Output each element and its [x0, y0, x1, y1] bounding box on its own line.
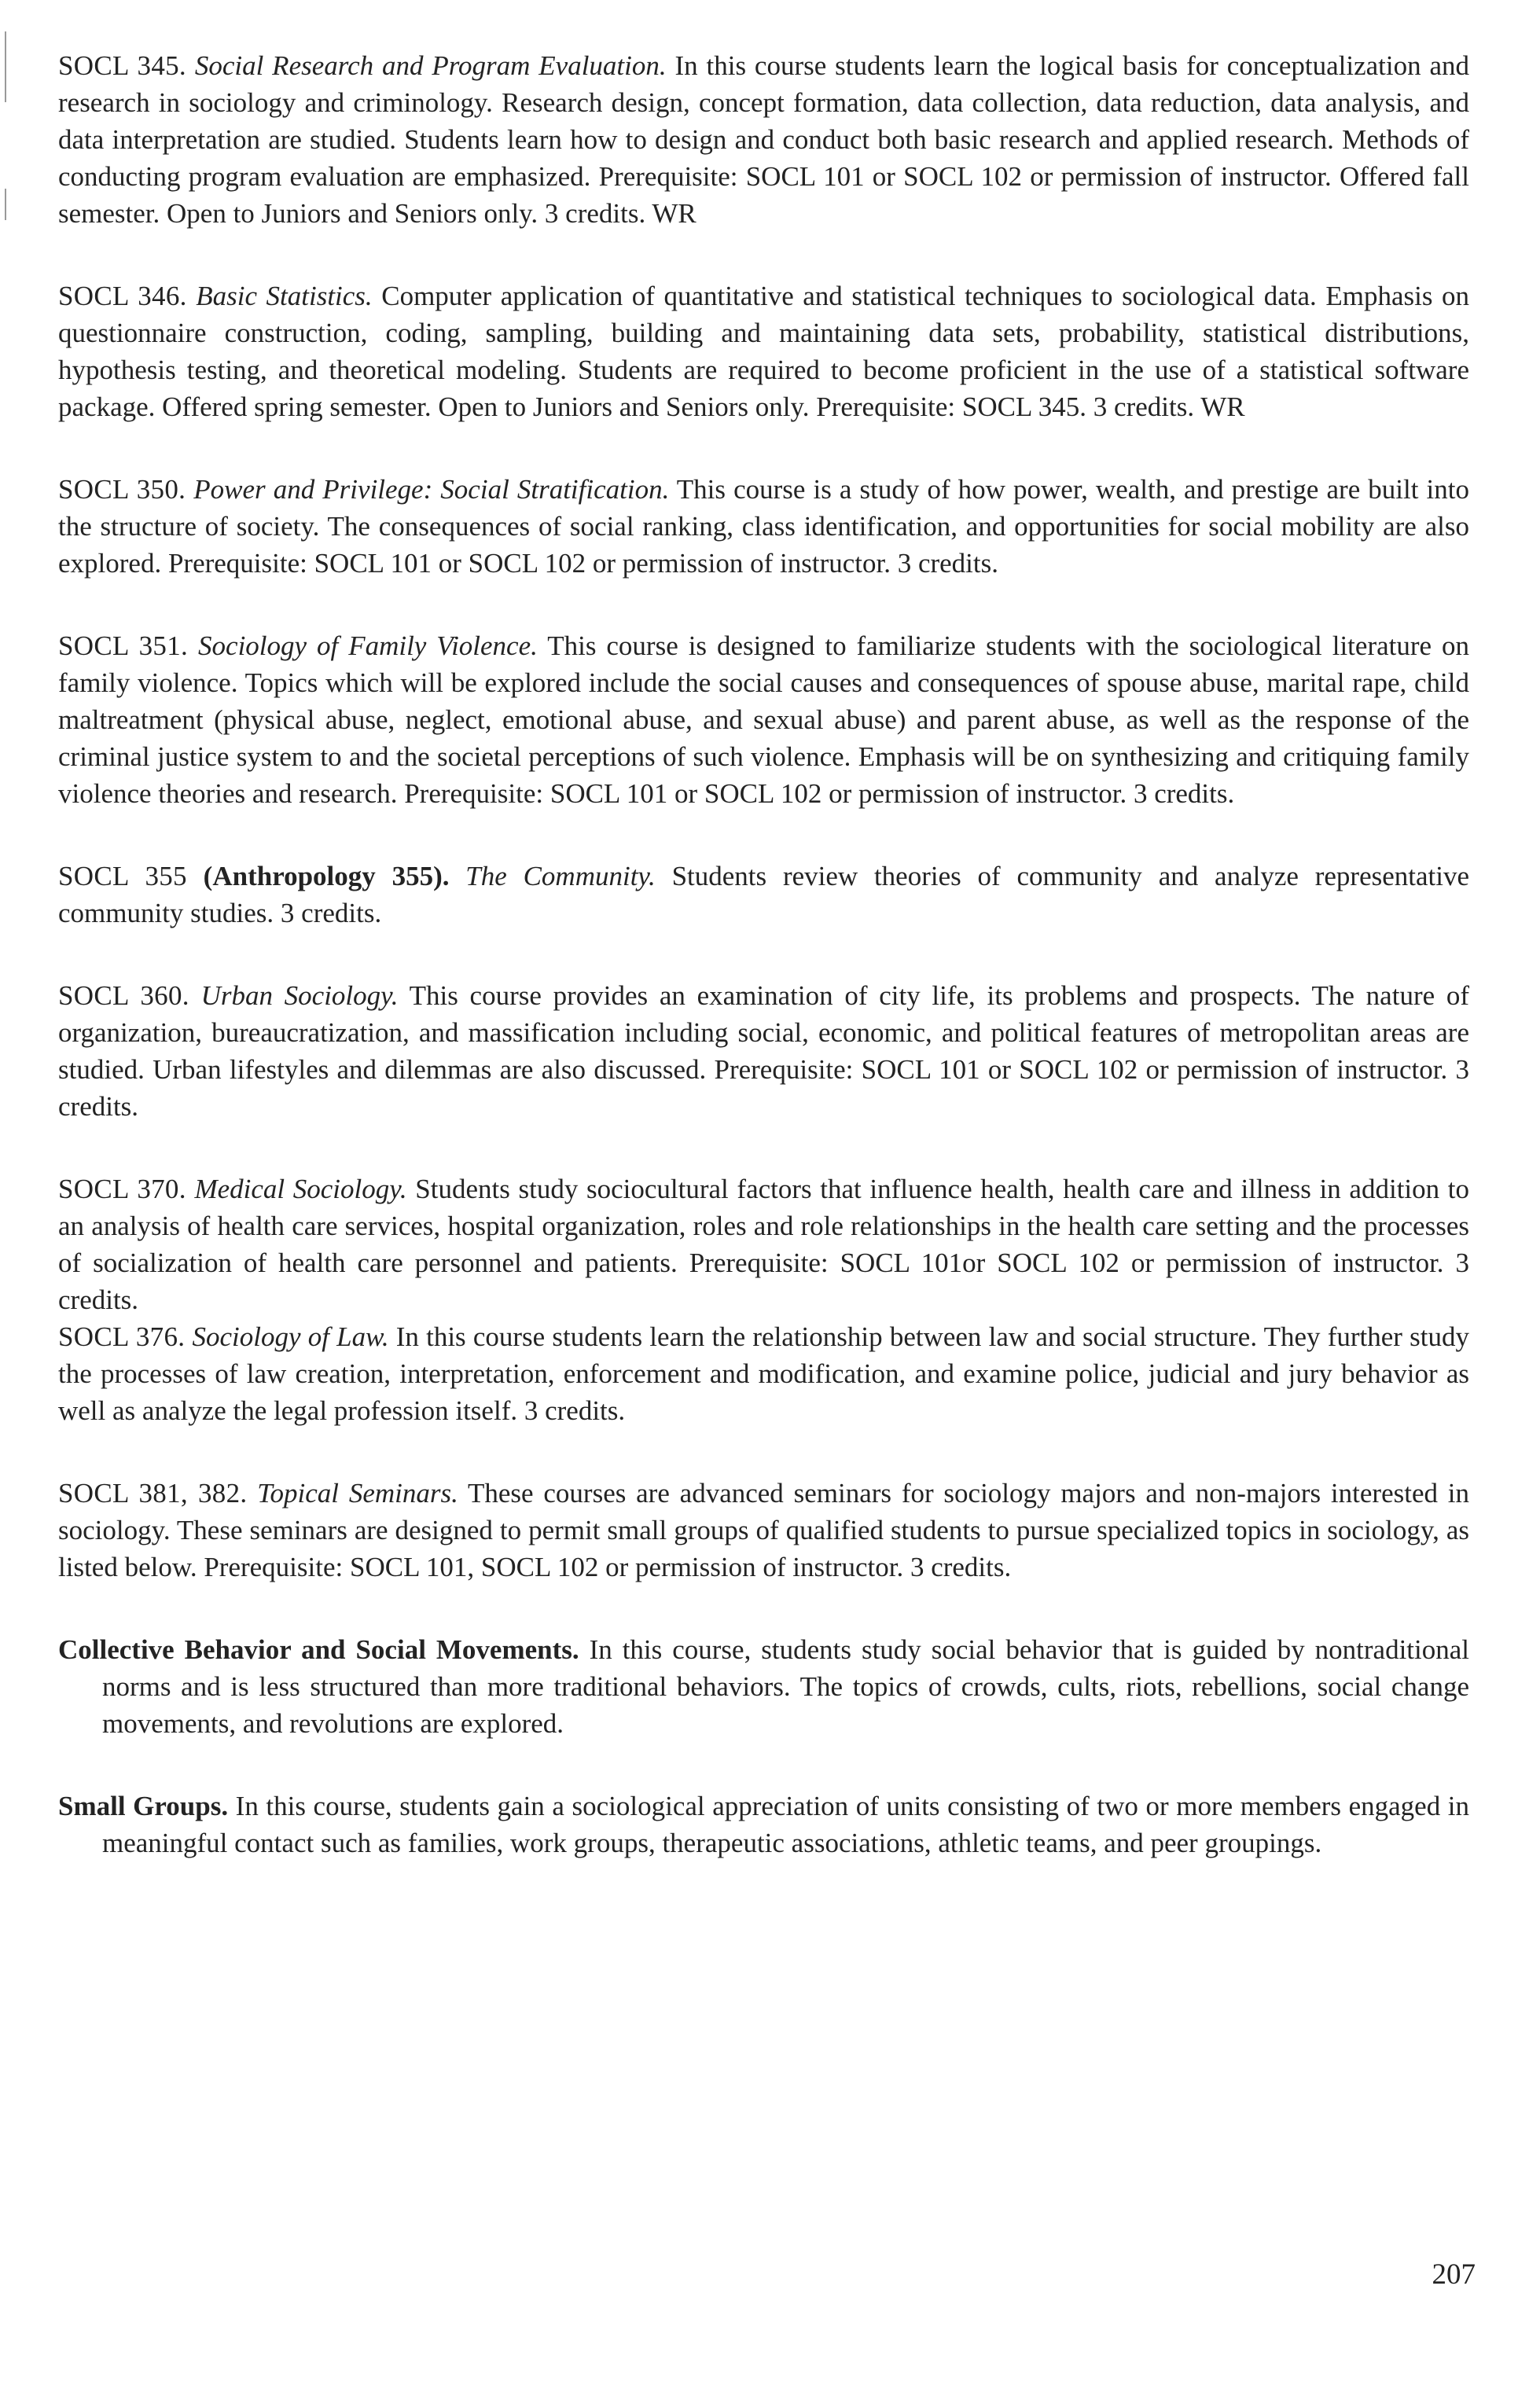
course-description: This course provides an examination of city life, its problems and prospects. The nature of organization, bureaucratization, and massification including social, economic, and political features of metropolitan areas are studied. Urban lifestyles and dilemmas are also discussed. Prerequisite: SOCL 101 or SOCL 102 or permission of instructor. 3 credits. — [58, 980, 1470, 1122]
scan-edge-mark — [5, 189, 6, 220]
topic-heading: Small Groups. — [58, 1791, 229, 1821]
course-title: Sociology of Family Violence. — [198, 630, 538, 661]
course-entry-socl-346 — [58, 277, 1469, 425]
course-entry-socl-355 — [58, 858, 1469, 932]
course-code: SOCL 355 — [58, 861, 187, 891]
course-entry-socl-350 — [58, 471, 1469, 582]
course-code: SOCL 381, 382. — [58, 1478, 248, 1509]
course-code: SOCL 345. — [58, 50, 186, 81]
course-description: In this course students learn the logical basis for conceptualization and research in sociology and criminology. Research design, concept formation, data collection, data reduction, data analysis, and data interpretation are studied. Students learn how to design and conduct both basic research and applied research. Methods of conducting program evaluation are emphasized. Prerequisite: SOCL 101 or SOCL 102 or permission of instructor. Offered fall semester. Open to Juniors and Seniors only. 3 credits. WR — [58, 50, 1469, 229]
course-description: Students review theories of community and analyze representative community studies. 3 credits. — [58, 861, 1469, 928]
course-code: SOCL 346. — [58, 281, 187, 311]
course-entry-socl-381-382 — [58, 1475, 1469, 1586]
course-code: SOCL 350. — [58, 474, 186, 505]
catalog-page — [58, 47, 1469, 1907]
course-entry-socl-351 — [58, 627, 1469, 812]
course-title: Topical Seminars. — [257, 1478, 458, 1509]
course-entry-socl-376 — [58, 1318, 1469, 1429]
page-number: 207 — [1432, 2258, 1476, 2291]
course-code: SOCL 376. — [58, 1321, 186, 1352]
course-description: These courses are advanced seminars for sociology majors and non-majors interested in sociology. These seminars are designed to permit small groups of qualified students to pursue specialized topics in sociology, as listed below. Prerequisite: SOCL 101, SOCL 102 or permission of instructor. 3 credits. — [58, 1478, 1470, 1582]
course-title: Medical Sociology. — [194, 1174, 407, 1204]
course-entry-socl-360 — [58, 977, 1469, 1125]
course-title: Power and Privilege: Social Stratification. — [193, 474, 670, 505]
course-description: This course is a study of how power, wealth, and prestige are built into the structure of society. The consequences of social ranking, class identification, and opportunities for social mobility are also explored. Prerequisite: SOCL 101 or SOCL 102 or permission of instructor. 3 credits. — [58, 474, 1469, 579]
course-code: SOCL 351. — [58, 630, 189, 661]
course-description: In this course students learn the relationship between law and social structure. They further study the processes of law creation, interpretation, enforcement and modification, and examine police, judicial and jury behavior as well as analyze the legal profession itself. 3 credits. — [58, 1321, 1469, 1426]
course-cross-listing: (Anthropology 355). — [203, 861, 450, 891]
course-description: Computer application of quantitative and statistical techniques to sociological data. Emphasis on questionnaire construction, coding, sampling, building and maintaining data sets, probability, statistical distributions, hypothesis testing, and theoretical modeling. Students are required to become proficient in the use of a statistical software package. Offered spring semester. Open to Juniors and Seniors only. Prerequisite: SOCL 345. 3 credits. WR — [58, 281, 1469, 422]
course-title: Social Research and Program Evaluation. — [194, 50, 667, 81]
course-entry-socl-370 — [58, 1170, 1469, 1318]
course-code: SOCL 370. — [58, 1174, 186, 1204]
scan-edge-mark — [5, 31, 6, 102]
course-description: Students study sociocultural factors that influence health, health care and illness in addition to an analysis of health care services, hospital organization, roles and role relationships in the health care setting and the processes of socialization of health care personnel and patients. Prerequisite: SOCL 101or SOCL 102 or permission of instructor. 3 credits. — [58, 1174, 1470, 1315]
course-title: Basic Statistics. — [196, 281, 373, 311]
course-title: Sociology of Law. — [192, 1321, 389, 1352]
course-code: SOCL 360. — [58, 980, 189, 1011]
topic-description: In this course, students study social behavior that is guided by nontraditional norms and is less structured than more traditional behaviors. The topics of crowds, cults, riots, rebellions, social change movements, and revolutions are explored. — [102, 1634, 1469, 1739]
topic-description: In this course, students gain a sociological appreciation of units consisting of two or more members engaged in meaningful contact such as families, work groups, therapeutic associations, athletic teams, and peer groupings. — [102, 1791, 1469, 1858]
course-title: The Community. — [465, 861, 656, 891]
seminar-topic-small-groups — [58, 1788, 1469, 1861]
topic-heading: Collective Behavior and Social Movements. — [58, 1634, 579, 1665]
course-description: This course is designed to familiarize students with the sociological literature on family violence. Topics which will be explored include the social causes and consequences of spouse abuse, marital rape, child maltreatment (physical abuse, neglect, emotional abuse, and sexual abuse) and parent abuse, as well as the response of the criminal justice system to and the societal perceptions of such violence. Emphasis will be on synthesizing and critiquing family violence theories and research. Prerequisite: SOCL 101 or SOCL 102 or permission of instructor. 3 credits. — [58, 630, 1470, 809]
course-title: Urban Sociology. — [200, 980, 399, 1011]
course-entry-socl-345 — [58, 47, 1469, 232]
seminar-topic-collective-behavior — [58, 1631, 1469, 1742]
